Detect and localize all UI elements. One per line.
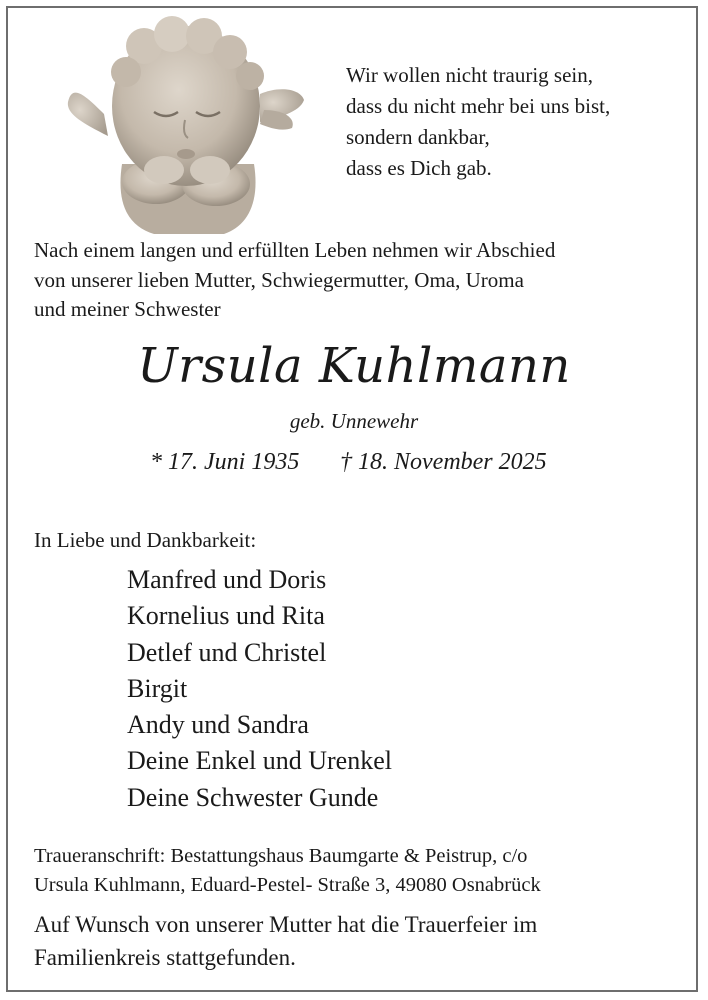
family-member: Andy und Sandra [127,710,309,740]
family-member: Kornelius und Rita [127,601,325,631]
maiden-name: geb. Unnewehr [289,409,419,433]
intro-line: Nach einem langen und erfüllten Leben nehmen wir Abschied [34,238,556,262]
poem-line: dass es Dich gab. [346,156,492,180]
birth-date: * 17. Juni 1935 [150,449,300,475]
address-line: Traueranschrift: Bestattungshaus Baumgarte & Peistrup, c/o [34,845,528,867]
intro-text [34,236,684,325]
thanks-line: In Liebe und Dankbarkeit: [34,528,257,552]
address-line: Ursula Kuhlmann, Eduard-Pestel- Straße 3, 49080 Osnabrück [34,874,541,896]
family-member: Deine Schwester Gunde [127,782,379,812]
family-list [127,562,392,816]
poem [346,60,610,184]
intro-line: und meiner Schwester [34,297,221,321]
family-member: Deine Enkel und Urenkel [127,746,392,776]
note-line: Familienkreis stattgefunden. [34,945,296,970]
poem-line: sondern dankbar, [346,125,490,149]
intro-line: von unserer lieben Mutter, Schwiegermutter, Oma, Uroma [34,267,524,292]
cherub-angel-image [64,14,310,236]
family-member: Detlef und Christel [127,637,327,667]
death-date: † 18. November 2025 [340,449,547,475]
mourning-address [34,842,684,900]
deceased-name: Ursula Kuhlmann [137,338,571,394]
poem-line: Wir wollen nicht traurig sein, [346,63,594,87]
funeral-note [34,908,684,974]
family-member: Manfred und Doris [127,565,327,594]
poem-line: dass du nicht mehr bei uns bist, [346,94,611,118]
family-member: Birgit [127,673,188,703]
note-line: Auf Wunsch von unserer Mutter hat die Trauerfeier im [34,912,538,937]
